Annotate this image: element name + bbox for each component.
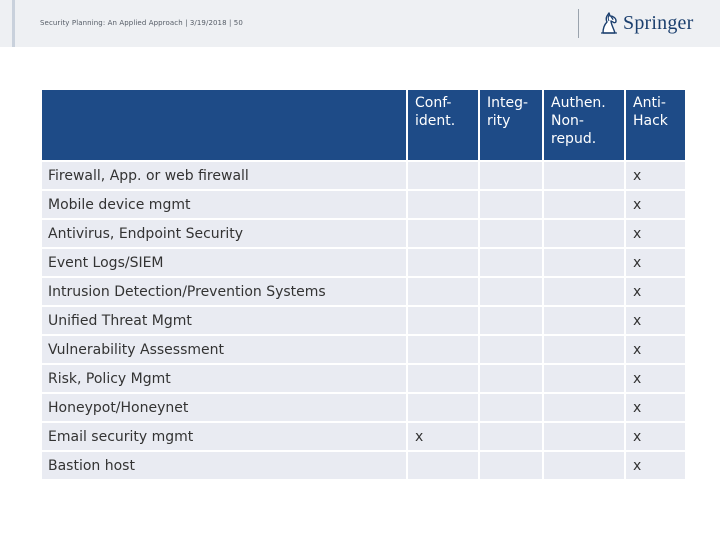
column-header-anti-hack: Anti- Hack bbox=[626, 90, 685, 160]
cell-integrity bbox=[480, 423, 542, 450]
cell-authentication bbox=[544, 365, 624, 392]
cell-authentication bbox=[544, 452, 624, 479]
cell-authentication bbox=[544, 191, 624, 218]
cell-confidentiality bbox=[408, 394, 478, 421]
cell-confidentiality bbox=[408, 249, 478, 276]
table-row bbox=[42, 307, 685, 334]
table-row bbox=[42, 249, 685, 276]
row-label: Mobile device mgmt bbox=[42, 191, 406, 218]
table-row bbox=[42, 278, 685, 305]
table-row bbox=[42, 423, 685, 450]
cell-anti-hack: x bbox=[626, 249, 685, 276]
table-row bbox=[42, 336, 685, 363]
row-label: Vulnerability Assessment bbox=[42, 336, 406, 363]
column-header-integrity: Integ- rity bbox=[480, 90, 542, 160]
cell-anti-hack: x bbox=[626, 452, 685, 479]
column-header-authentication: Authen. Non- repud. bbox=[544, 90, 624, 160]
citation-text: Security Planning: An Applied Approach | 3/19/2018 | 50 bbox=[40, 19, 243, 27]
row-label: Event Logs/SIEM bbox=[42, 249, 406, 276]
cell-confidentiality: x bbox=[408, 423, 478, 450]
row-label: Email security mgmt bbox=[42, 423, 406, 450]
cell-integrity bbox=[480, 452, 542, 479]
logo-wordmark: Springer bbox=[623, 11, 694, 34]
cell-authentication bbox=[544, 278, 624, 305]
cell-integrity bbox=[480, 162, 542, 189]
row-label: Intrusion Detection/Prevention Systems bbox=[42, 278, 406, 305]
column-header-blank bbox=[42, 90, 406, 160]
cell-confidentiality bbox=[408, 452, 478, 479]
table-header-row bbox=[42, 90, 685, 160]
cell-integrity bbox=[480, 220, 542, 247]
publisher-logo bbox=[598, 9, 693, 37]
cell-integrity bbox=[480, 191, 542, 218]
table-row bbox=[42, 365, 685, 392]
column-header-confidentiality: Conf- ident. bbox=[408, 90, 478, 160]
cell-authentication bbox=[544, 162, 624, 189]
cell-confidentiality bbox=[408, 278, 478, 305]
cell-authentication bbox=[544, 423, 624, 450]
cell-authentication bbox=[544, 249, 624, 276]
cell-anti-hack: x bbox=[626, 162, 685, 189]
springer-horse-icon bbox=[598, 11, 620, 35]
cell-integrity bbox=[480, 394, 542, 421]
cell-integrity bbox=[480, 336, 542, 363]
table-row bbox=[42, 394, 685, 421]
table-row bbox=[42, 191, 685, 218]
cell-integrity bbox=[480, 249, 542, 276]
cell-confidentiality bbox=[408, 220, 478, 247]
row-label: Unified Threat Mgmt bbox=[42, 307, 406, 334]
cell-confidentiality bbox=[408, 365, 478, 392]
row-label: Honeypot/Honeynet bbox=[42, 394, 406, 421]
row-label: Bastion host bbox=[42, 452, 406, 479]
row-label: Risk, Policy Mgmt bbox=[42, 365, 406, 392]
cell-anti-hack: x bbox=[626, 365, 685, 392]
cell-integrity bbox=[480, 307, 542, 334]
cell-anti-hack: x bbox=[626, 394, 685, 421]
row-label: Antivirus, Endpoint Security bbox=[42, 220, 406, 247]
cell-confidentiality bbox=[408, 162, 478, 189]
cell-anti-hack: x bbox=[626, 307, 685, 334]
cell-authentication bbox=[544, 220, 624, 247]
security-matrix-table bbox=[40, 88, 687, 481]
cell-anti-hack: x bbox=[626, 278, 685, 305]
logo-divider bbox=[578, 9, 579, 38]
cell-anti-hack: x bbox=[626, 191, 685, 218]
cell-integrity bbox=[480, 365, 542, 392]
header-accent bbox=[12, 0, 15, 47]
cell-anti-hack: x bbox=[626, 336, 685, 363]
table-row bbox=[42, 452, 685, 479]
table-row bbox=[42, 162, 685, 189]
cell-anti-hack: x bbox=[626, 220, 685, 247]
cell-integrity bbox=[480, 278, 542, 305]
cell-authentication bbox=[544, 307, 624, 334]
table-row bbox=[42, 220, 685, 247]
row-label: Firewall, App. or web firewall bbox=[42, 162, 406, 189]
cell-authentication bbox=[544, 394, 624, 421]
cell-confidentiality bbox=[408, 307, 478, 334]
cell-confidentiality bbox=[408, 191, 478, 218]
cell-anti-hack: x bbox=[626, 423, 685, 450]
cell-authentication bbox=[544, 336, 624, 363]
cell-confidentiality bbox=[408, 336, 478, 363]
